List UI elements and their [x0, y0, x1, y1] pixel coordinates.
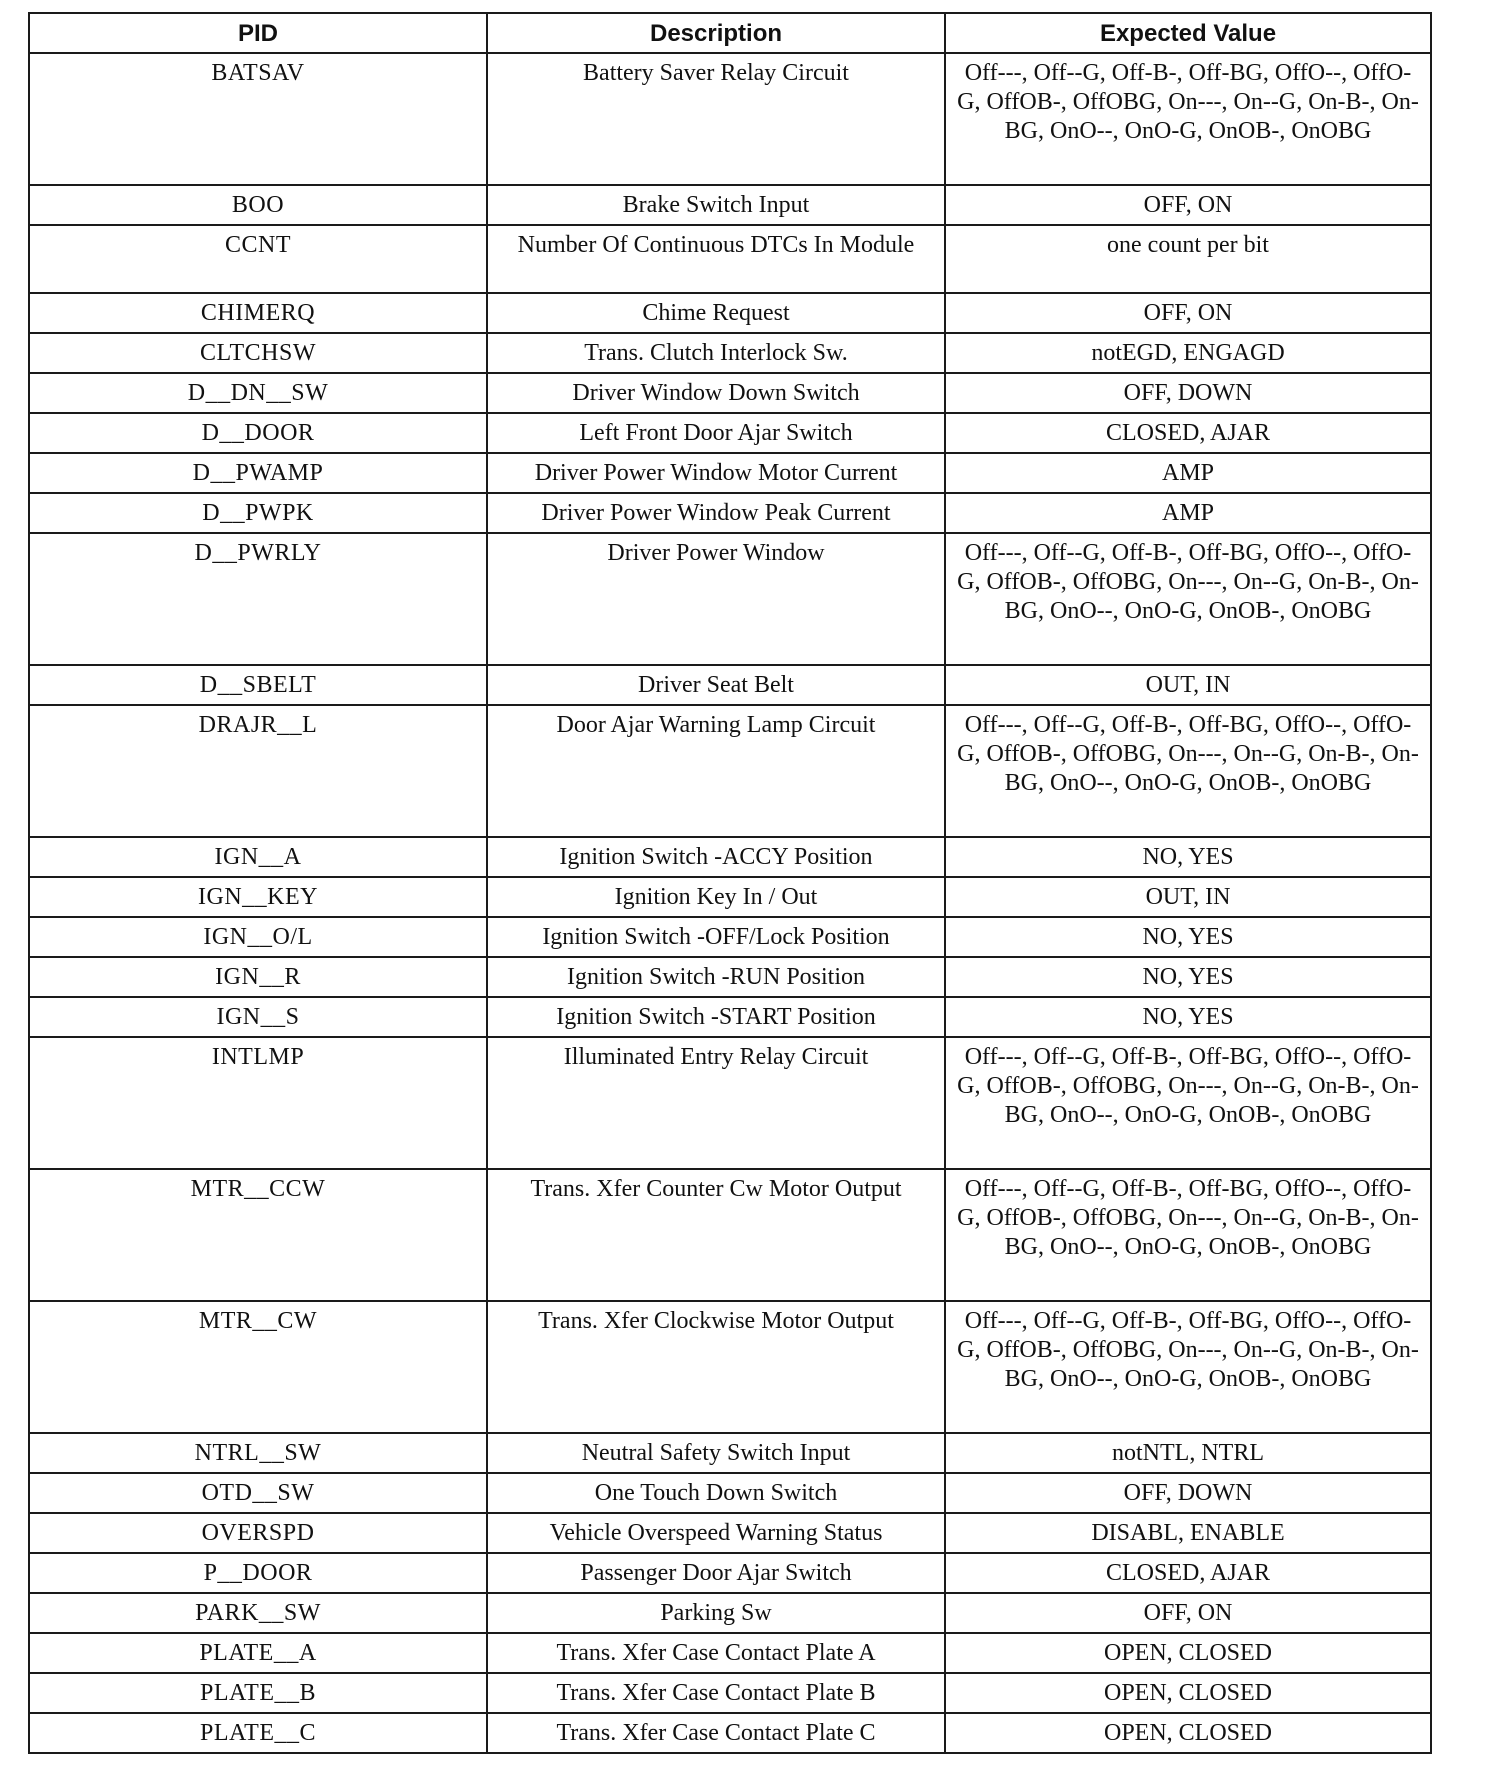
- cell-pid: MTR__CW: [29, 1301, 487, 1433]
- cell-pid: D__PWAMP: [29, 453, 487, 493]
- cell-expected-value: CLOSED, AJAR: [945, 413, 1431, 453]
- cell-pid: D__PWPK: [29, 493, 487, 533]
- cell-pid: DRAJR__L: [29, 705, 487, 837]
- cell-description: Driver Window Down Switch: [487, 373, 945, 413]
- cell-pid: D__DOOR: [29, 413, 487, 453]
- table-row: [29, 1593, 1431, 1633]
- table-body: [29, 53, 1431, 1753]
- cell-expected-value: NO, YES: [945, 957, 1431, 997]
- cell-description: Number Of Continuous DTCs In Module: [487, 225, 945, 293]
- table-row: [29, 1633, 1431, 1673]
- header-description: Description: [487, 13, 945, 53]
- cell-expected-value: OFF, ON: [945, 293, 1431, 333]
- cell-pid: PLATE__B: [29, 1673, 487, 1713]
- table-row: [29, 917, 1431, 957]
- table-row: [29, 1473, 1431, 1513]
- cell-expected-value: notNTL, NTRL: [945, 1433, 1431, 1473]
- table-row: [29, 493, 1431, 533]
- table-row: [29, 877, 1431, 917]
- cell-expected-value: Off---, Off--G, Off-B-, Off-BG, OffO--, OffO-G, OffOB-, OffOBG, On---, On--G, On-B-, On-BG, OnO--, OnO-G, OnOB-, OnOBG: [945, 1037, 1431, 1169]
- cell-expected-value: AMP: [945, 453, 1431, 493]
- header-pid: PID: [29, 13, 487, 53]
- cell-expected-value: notEGD, ENGAGD: [945, 333, 1431, 373]
- table-row: [29, 705, 1431, 837]
- table-row: [29, 1169, 1431, 1301]
- cell-description: Driver Power Window Motor Current: [487, 453, 945, 493]
- cell-pid: CLTCHSW: [29, 333, 487, 373]
- cell-description: Trans. Xfer Case Contact Plate B: [487, 1673, 945, 1713]
- cell-expected-value: OPEN, CLOSED: [945, 1633, 1431, 1673]
- table-row: [29, 997, 1431, 1037]
- cell-pid: IGN__A: [29, 837, 487, 877]
- table-row: [29, 225, 1431, 293]
- table-row: [29, 1553, 1431, 1593]
- cell-description: Brake Switch Input: [487, 185, 945, 225]
- cell-description: Neutral Safety Switch Input: [487, 1433, 945, 1473]
- table-row: [29, 1037, 1431, 1169]
- cell-pid: INTLMP: [29, 1037, 487, 1169]
- cell-expected-value: DISABL, ENABLE: [945, 1513, 1431, 1553]
- cell-description: Left Front Door Ajar Switch: [487, 413, 945, 453]
- cell-description: Driver Seat Belt: [487, 665, 945, 705]
- cell-pid: IGN__O/L: [29, 917, 487, 957]
- cell-expected-value: NO, YES: [945, 837, 1431, 877]
- table-row: [29, 1301, 1431, 1433]
- cell-pid: IGN__KEY: [29, 877, 487, 917]
- cell-description: Driver Power Window Peak Current: [487, 493, 945, 533]
- cell-expected-value: NO, YES: [945, 997, 1431, 1037]
- cell-description: Passenger Door Ajar Switch: [487, 1553, 945, 1593]
- table-row: [29, 453, 1431, 493]
- cell-description: Ignition Switch -RUN Position: [487, 957, 945, 997]
- cell-description: Illuminated Entry Relay Circuit: [487, 1037, 945, 1169]
- pid-table-page: [28, 12, 1430, 1754]
- cell-description: Parking Sw: [487, 1593, 945, 1633]
- cell-expected-value: NO, YES: [945, 917, 1431, 957]
- cell-expected-value: one count per bit: [945, 225, 1431, 293]
- cell-description: Battery Saver Relay Circuit: [487, 53, 945, 185]
- table-row: [29, 1673, 1431, 1713]
- cell-description: Trans. Xfer Case Contact Plate C: [487, 1713, 945, 1753]
- cell-description: Trans. Xfer Counter Cw Motor Output: [487, 1169, 945, 1301]
- cell-expected-value: Off---, Off--G, Off-B-, Off-BG, OffO--, OffO-G, OffOB-, OffOBG, On---, On--G, On-B-, On-BG, OnO--, OnO-G, OnOB-, OnOBG: [945, 705, 1431, 837]
- table-row: [29, 533, 1431, 665]
- cell-description: Trans. Xfer Clockwise Motor Output: [487, 1301, 945, 1433]
- cell-pid: BOO: [29, 185, 487, 225]
- cell-description: Trans. Xfer Case Contact Plate A: [487, 1633, 945, 1673]
- cell-description: Vehicle Overspeed Warning Status: [487, 1513, 945, 1553]
- cell-pid: D__PWRLY: [29, 533, 487, 665]
- cell-description: Trans. Clutch Interlock Sw.: [487, 333, 945, 373]
- cell-pid: PARK__SW: [29, 1593, 487, 1633]
- table-row: [29, 837, 1431, 877]
- cell-description: Ignition Key In / Out: [487, 877, 945, 917]
- header-row: [29, 13, 1431, 53]
- cell-description: Door Ajar Warning Lamp Circuit: [487, 705, 945, 837]
- cell-description: Ignition Switch -OFF/Lock Position: [487, 917, 945, 957]
- cell-description: Ignition Switch -START Position: [487, 997, 945, 1037]
- table-row: [29, 957, 1431, 997]
- table-row: [29, 1713, 1431, 1753]
- table-row: [29, 53, 1431, 185]
- cell-pid: BATSAV: [29, 53, 487, 185]
- cell-expected-value: OFF, ON: [945, 1593, 1431, 1633]
- cell-expected-value: AMP: [945, 493, 1431, 533]
- cell-expected-value: OFF, DOWN: [945, 1473, 1431, 1513]
- table-row: [29, 665, 1431, 705]
- table-row: [29, 185, 1431, 225]
- cell-pid: MTR__CCW: [29, 1169, 487, 1301]
- cell-pid: D__SBELT: [29, 665, 487, 705]
- cell-expected-value: OUT, IN: [945, 665, 1431, 705]
- table-row: [29, 1433, 1431, 1473]
- cell-expected-value: OPEN, CLOSED: [945, 1673, 1431, 1713]
- cell-description: Ignition Switch -ACCY Position: [487, 837, 945, 877]
- cell-pid: PLATE__A: [29, 1633, 487, 1673]
- cell-expected-value: OFF, DOWN: [945, 373, 1431, 413]
- cell-pid: P__DOOR: [29, 1553, 487, 1593]
- header-expected-value: Expected Value: [945, 13, 1431, 53]
- cell-pid: OTD__SW: [29, 1473, 487, 1513]
- cell-pid: IGN__S: [29, 997, 487, 1037]
- table-row: [29, 413, 1431, 453]
- cell-pid: PLATE__C: [29, 1713, 487, 1753]
- cell-expected-value: CLOSED, AJAR: [945, 1553, 1431, 1593]
- cell-pid: CCNT: [29, 225, 487, 293]
- pid-table: [28, 12, 1432, 1754]
- table-row: [29, 333, 1431, 373]
- cell-expected-value: OPEN, CLOSED: [945, 1713, 1431, 1753]
- table-row: [29, 373, 1431, 413]
- cell-expected-value: Off---, Off--G, Off-B-, Off-BG, OffO--, OffO-G, OffOB-, OffOBG, On---, On--G, On-B-, On-BG, OnO--, OnO-G, OnOB-, OnOBG: [945, 1169, 1431, 1301]
- cell-description: Chime Request: [487, 293, 945, 333]
- cell-expected-value: OFF, ON: [945, 185, 1431, 225]
- cell-expected-value: Off---, Off--G, Off-B-, Off-BG, OffO--, OffO-G, OffOB-, OffOBG, On---, On--G, On-B-, On-BG, OnO--, OnO-G, OnOB-, OnOBG: [945, 533, 1431, 665]
- cell-expected-value: Off---, Off--G, Off-B-, Off-BG, OffO--, OffO-G, OffOB-, OffOBG, On---, On--G, On-B-, On-BG, OnO--, OnO-G, OnOB-, OnOBG: [945, 1301, 1431, 1433]
- cell-description: Driver Power Window: [487, 533, 945, 665]
- cell-description: One Touch Down Switch: [487, 1473, 945, 1513]
- cell-pid: D__DN__SW: [29, 373, 487, 413]
- cell-expected-value: OUT, IN: [945, 877, 1431, 917]
- cell-pid: NTRL__SW: [29, 1433, 487, 1473]
- cell-pid: CHIMERQ: [29, 293, 487, 333]
- cell-expected-value: Off---, Off--G, Off-B-, Off-BG, OffO--, OffO-G, OffOB-, OffOBG, On---, On--G, On-B-, On-BG, OnO--, OnO-G, OnOB-, OnOBG: [945, 53, 1431, 185]
- cell-pid: OVERSPD: [29, 1513, 487, 1553]
- table-row: [29, 293, 1431, 333]
- cell-pid: IGN__R: [29, 957, 487, 997]
- table-row: [29, 1513, 1431, 1553]
